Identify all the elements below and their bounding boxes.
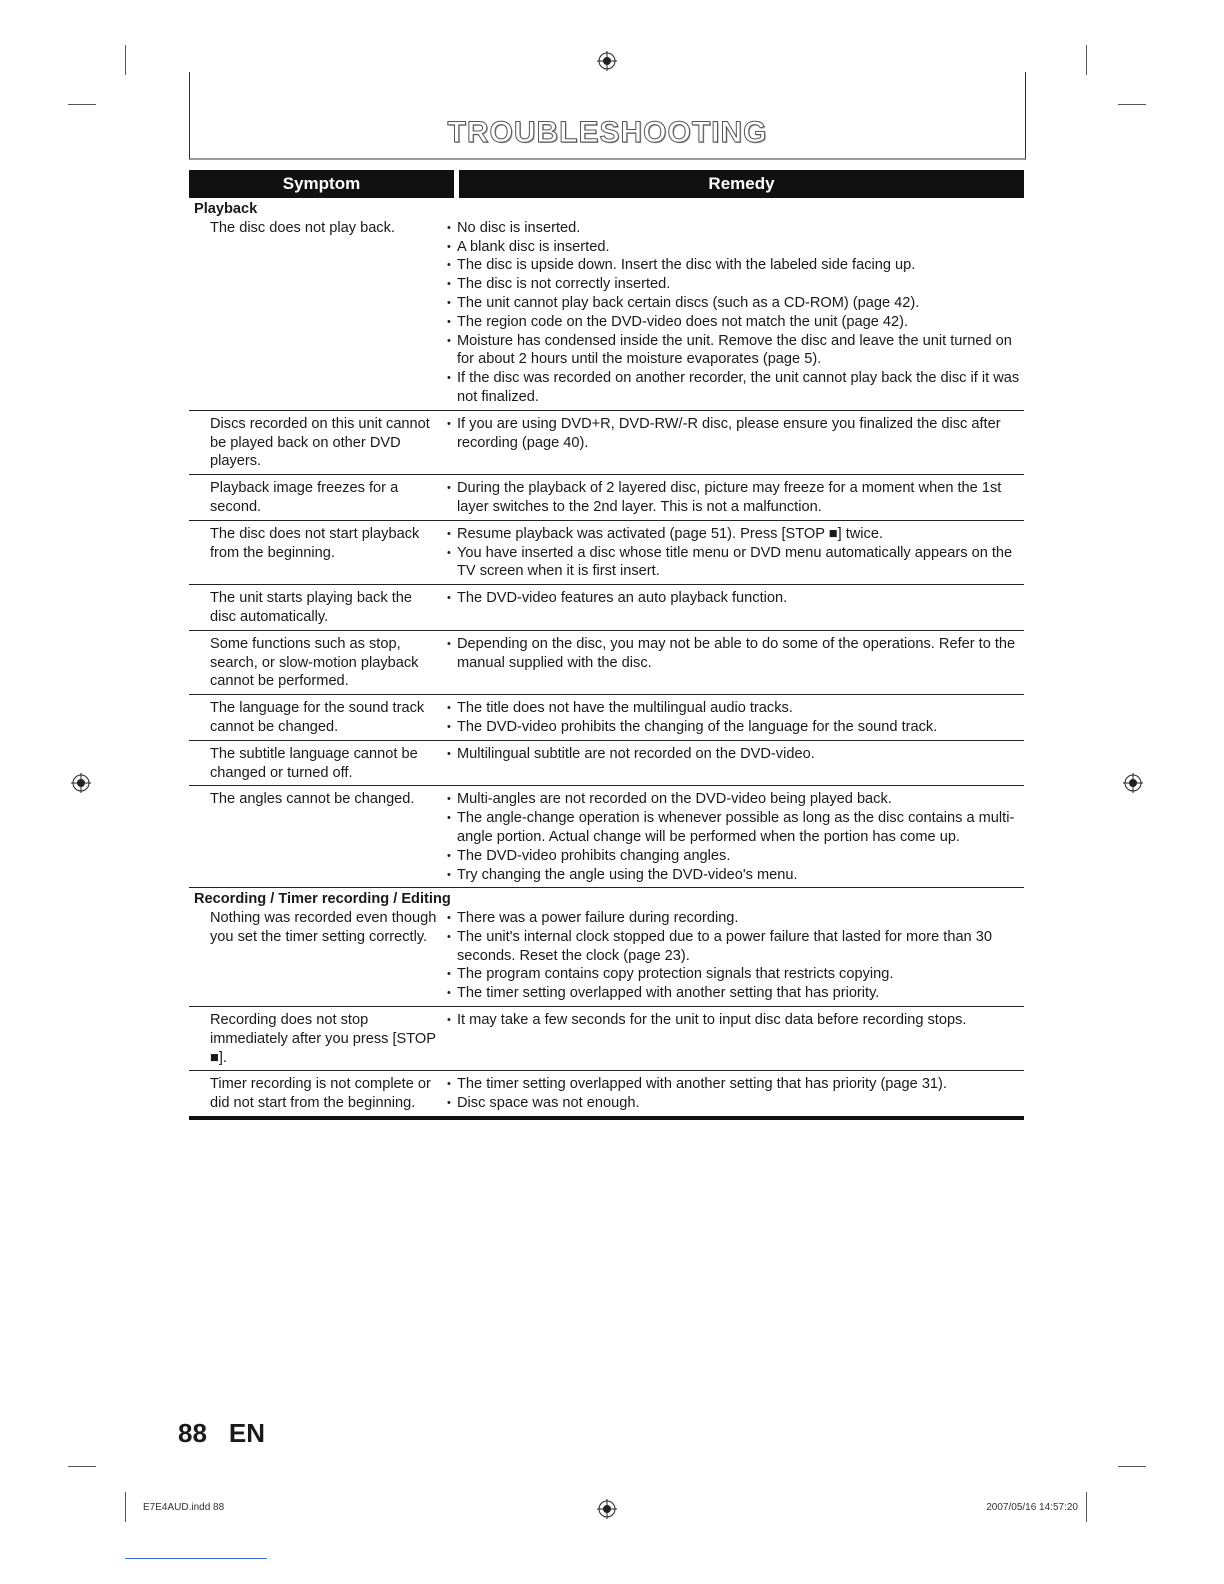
crop-mark [1118,104,1146,105]
section-heading: Recording / Timer recording / Editing [194,891,451,908]
crop-mark [68,1466,96,1467]
page-number-value: 88 [178,1418,207,1448]
remedy-item: • Moisture has condensed inside the unit. Remove the disc and leave the unit turned on for about 2 hours until the moisture evaporates (page 5). [447,332,1020,370]
divider [125,1558,267,1559]
remedy-item: • Depending on the disc, you may not be able to do some of the operations. Refer to the manual supplied with the disc. [447,635,1020,673]
symptom-cell: The disc does not play back. [210,219,395,236]
remedy-item: • The unit's internal clock stopped due to a power failure that lasted for more than 30 seconds. Reset the clock (page 23). [447,928,1020,966]
title-frame [189,72,1026,160]
remedy-item: • The timer setting overlapped with another setting that has priority (page 31). [447,1075,1020,1094]
crop-mark [125,45,126,75]
table-row [189,1007,1024,1071]
remedy-cell [439,909,1024,1003]
table-row [189,909,1024,1007]
crop-mark [68,104,96,105]
symptom-cell: Playback image freezes for a second. [210,480,399,515]
table-row [189,219,1024,411]
remedy-cell [439,415,1024,471]
remedy-item: • The DVD-video features an auto playback function. [447,589,1020,608]
remedy-cell [439,699,1024,737]
crop-mark [1086,1492,1087,1522]
registration-mark-icon [1122,772,1144,794]
troubleshooting-table [189,198,1024,1120]
table-row [189,585,1024,631]
remedy-item: • Disc space was not enough. [447,1094,1020,1113]
section-heading: Playback [194,201,258,217]
remedy-header: Remedy [459,170,1024,198]
table-row [189,521,1024,585]
remedy-item: • If you are using DVD+R, DVD-RW/-R disc, please ensure you finalized the disc after recording (page 40). [447,415,1020,453]
table-row [189,1071,1024,1120]
registration-mark-icon [596,1498,618,1520]
remedy-item: • Multi-angles are not recorded on the DVD-video being played back. [447,790,1020,809]
remedy-item: • Multilingual subtitle are not recorded on the DVD-video. [447,745,1020,764]
remedy-cell [439,790,1024,884]
footer-file: E7E4AUD.indd 88 [143,1502,225,1513]
symptom-cell: Discs recorded on this unit cannot be played back on other DVD players. [210,415,430,470]
remedy-item: • The unit cannot play back certain discs (such as a CD-ROM) (page 42). [447,294,1020,313]
page-language: EN [228,1418,266,1448]
remedy-cell [439,635,1024,691]
table-row [189,475,1024,521]
page-title: TROUBLESHOOTING [447,116,768,149]
remedy-item: • It may take a few seconds for the unit to input disc data before recording stops. [447,1011,1020,1030]
remedy-cell [439,219,1024,407]
symptom-cell: Some functions such as stop, search, or slow-motion playback cannot be performed. [210,635,419,690]
remedy-item: • Resume playback was activated (page 51). Press [STOP ■] twice. [447,525,1020,544]
remedy-cell [439,745,1024,783]
remedy-item: • The region code on the DVD-video does not match the unit (page 42). [447,313,1020,332]
symptom-cell: The angles cannot be changed. [210,791,415,808]
remedy-item: • The timer setting overlapped with another setting that has priority. [447,984,1020,1003]
remedy-item: • There was a power failure during recording. [447,909,1020,928]
remedy-item: • The angle-change operation is whenever possible as long as the disc contains a multi-angle portion. Actual change will be performed when the portion has come up. [447,809,1020,847]
registration-mark-icon [70,772,92,794]
remedy-item: • A blank disc is inserted. [447,238,1020,257]
remedy-item: • The program contains copy protection signals that restricts copying. [447,965,1020,984]
table-row [189,786,1024,888]
page-number [178,1418,265,1449]
remedy-item: • During the playback of 2 layered disc, picture may freeze for a moment when the 1st layer switches to the 2nd layer. This is not a malfunction. [447,479,1020,517]
table-row [189,411,1024,475]
symptom-cell: Nothing was recorded even though you set the timer setting correctly. [210,910,437,945]
crop-mark [125,1492,126,1522]
remedy-cell [439,589,1024,627]
registration-mark-icon [596,50,618,72]
remedy-item: • The disc is upside down. Insert the disc with the labeled side facing up. [447,256,1020,275]
symptom-cell: Timer recording is not complete or did not start from the beginning. [210,1076,431,1112]
remedy-item: • The DVD-video prohibits the changing of the language for the sound track. [447,718,1020,737]
crop-mark [1118,1466,1146,1467]
remedy-item: • The title does not have the multilingual audio tracks. [447,699,1020,718]
symptom-cell: The unit starts playing back the disc automatically. [210,590,412,625]
remedy-item: • If the disc was recorded on another recorder, the unit cannot play back the disc if it was not finalized. [447,369,1020,407]
remedy-cell [439,1011,1024,1067]
remedy-cell [439,525,1024,581]
footer-timestamp: 2007/05/16 14:57:20 [986,1502,1078,1513]
symptom-cell: The subtitle language cannot be changed or turned off. [210,745,418,781]
symptom-header: Symptom [189,170,454,198]
remedy-cell [439,1075,1024,1113]
remedy-item: • You have inserted a disc whose title menu or DVD menu automatically appears on the TV screen when it is first insert. [447,544,1020,582]
table-row [189,741,1024,787]
remedy-cell [439,479,1024,517]
remedy-item: • The disc is not correctly inserted. [447,275,1020,294]
crop-mark [1086,45,1087,75]
table-row [189,631,1024,695]
symptom-cell: Recording does not stop immediately after you press [STOP ■]. [210,1012,436,1066]
table-row [189,695,1024,741]
remedy-item: • Try changing the angle using the DVD-video's menu. [447,866,1020,885]
symptom-cell: The language for the sound track cannot be changed. [210,700,425,735]
symptom-cell: The disc does not start playback from the beginning. [210,525,420,561]
remedy-item: • The DVD-video prohibits changing angles. [447,847,1020,866]
remedy-item: • No disc is inserted. [447,219,1020,238]
